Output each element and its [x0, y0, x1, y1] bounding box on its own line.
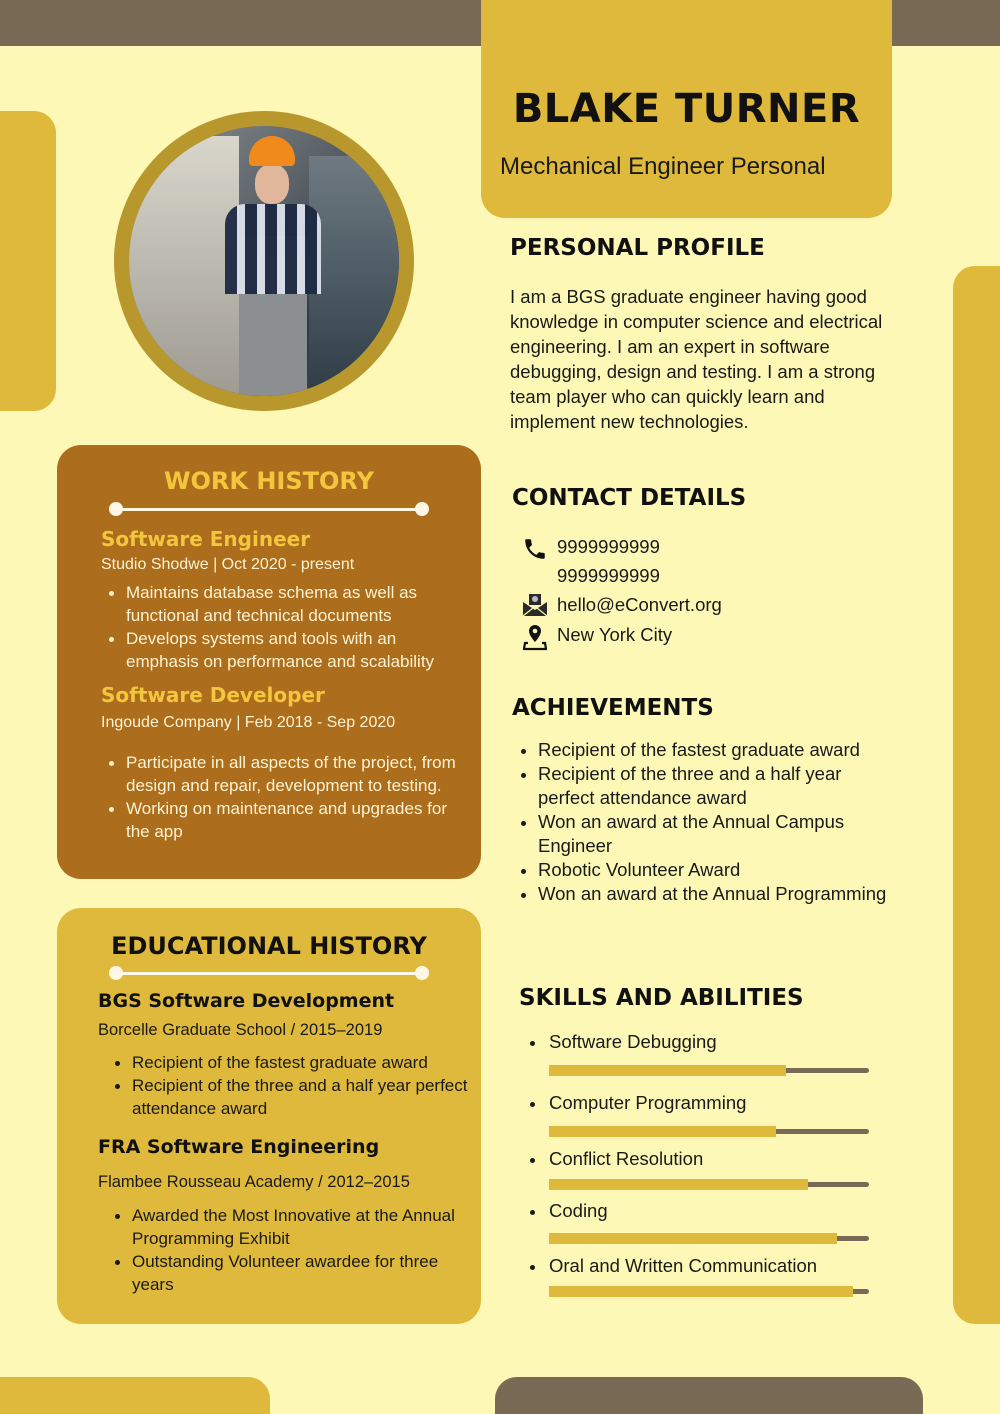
- education-bullets: [107, 1051, 477, 1120]
- phone-icon: [520, 536, 550, 562]
- education-title: BGS Software Development: [98, 990, 395, 1012]
- job-bullet: Working on maintenance and upgrades for the app: [101, 797, 471, 843]
- achievement-item: Robotic Volunteer Award: [513, 858, 893, 882]
- photo-plaid-shirt: [225, 204, 321, 294]
- skill-progress-fill: [549, 1065, 786, 1076]
- phone-icon-spacer: [520, 565, 550, 591]
- skill-item: [520, 1200, 880, 1222]
- job-meta: Studio Shodwe | Oct 2020 - present: [101, 556, 355, 573]
- location-text: New York City: [557, 624, 673, 645]
- contact-phone-primary: [520, 536, 660, 562]
- skill-item: [520, 1255, 880, 1277]
- profile-photo: [129, 126, 399, 396]
- job-title: Software Developer: [101, 683, 325, 707]
- profile-photo-frame: [114, 111, 414, 411]
- achievements-heading: ACHIEVEMENTS: [512, 695, 714, 721]
- job-title: Software Engineer: [101, 527, 311, 551]
- skill-progress-fill: [549, 1179, 808, 1190]
- contact-phone-secondary: [520, 565, 660, 591]
- email-address[interactable]: hello@eConvert.org: [557, 594, 722, 615]
- education-bullets: [107, 1204, 477, 1296]
- education-meta: Borcelle Graduate School / 2015–2019: [98, 1021, 383, 1039]
- map-pin-icon: [520, 624, 550, 650]
- achievements-list: [513, 738, 893, 906]
- job-bullet: Maintains database schema as well as functional and technical documents: [101, 581, 471, 627]
- education-bullet: Awarded the Most Innovative at the Annual Programming Exhibit: [107, 1204, 477, 1250]
- work-history-heading: WORK HISTORY: [164, 467, 374, 495]
- envelope-icon: [520, 592, 550, 618]
- job-bullets: [101, 751, 471, 843]
- section-divider: [116, 972, 422, 975]
- skill-progress-fill: [549, 1233, 837, 1244]
- contact-location: [520, 624, 673, 650]
- achievement-item: Recipient of the fastest graduate award: [513, 738, 893, 762]
- education-meta: Flambee Rousseau Academy / 2012–2015: [98, 1173, 410, 1191]
- skill-label: Software Debugging: [520, 1031, 880, 1053]
- skill-progress-track: [549, 1129, 869, 1134]
- education-bullet: Recipient of the fastest graduate award: [107, 1051, 477, 1074]
- skill-label: Coding: [520, 1200, 880, 1222]
- skill-progress-fill: [549, 1286, 853, 1297]
- job-meta: Ingoude Company | Feb 2018 - Sep 2020: [101, 714, 396, 731]
- personal-profile-heading: PERSONAL PROFILE: [510, 235, 765, 261]
- achievement-item: Won an award at the Annual Programming: [513, 882, 893, 906]
- job-bullets: [101, 581, 471, 673]
- achievement-item: Won an award at the Annual Campus Engineer: [513, 810, 893, 858]
- education-title: FRA Software Engineering: [98, 1136, 380, 1158]
- photo-machine-left: [129, 136, 239, 396]
- job-bullet: Develops systems and tools with an emphasis on performance and scalability: [101, 627, 471, 673]
- skill-item: [520, 1148, 880, 1170]
- achievement-item: Recipient of the three and a half year perfect attendance award: [513, 762, 893, 810]
- work-history-card: [57, 445, 481, 879]
- skill-progress-track: [549, 1289, 869, 1294]
- bottom-right-decorative-block: [495, 1377, 923, 1414]
- educational-history-card: [57, 908, 481, 1324]
- skill-label: Conflict Resolution: [520, 1148, 880, 1170]
- candidate-name: BLAKE TURNER: [512, 86, 861, 132]
- phone-number[interactable]: 9999999999: [557, 536, 660, 557]
- educational-history-heading: EDUCATIONAL HISTORY: [111, 932, 427, 960]
- contact-email: [520, 592, 722, 618]
- section-divider: [116, 508, 422, 511]
- phone-number[interactable]: 9999999999: [557, 565, 660, 586]
- right-decorative-bar: [953, 266, 1000, 1324]
- photo-face: [255, 164, 289, 204]
- left-decorative-tab: [0, 111, 56, 411]
- skills-heading: SKILLS AND ABILITIES: [519, 985, 804, 1011]
- skill-item: [520, 1092, 880, 1114]
- skill-label: Computer Programming: [520, 1092, 880, 1114]
- skill-progress-fill: [549, 1126, 776, 1137]
- contact-details-heading: CONTACT DETAILS: [512, 485, 747, 511]
- job-subtitle: Mechanical Engineer Personal: [500, 153, 826, 180]
- bottom-left-decorative-block: [0, 1377, 270, 1414]
- photo-hard-hat: [249, 136, 295, 166]
- photo-machine-right: [309, 156, 399, 396]
- skill-progress-track: [549, 1236, 869, 1241]
- skill-progress-track: [549, 1182, 869, 1187]
- personal-profile-text: I am a BGS graduate engineer having good knowledge in computer science and electrical engineering. I am an expert in software debugging, design and testing. I am a strong team player who can quickly learn and implement new technologies.: [510, 286, 883, 432]
- education-bullet: Outstanding Volunteer awardee for three years: [107, 1250, 477, 1296]
- skill-item: [520, 1031, 880, 1053]
- skill-progress-track: [549, 1068, 869, 1073]
- job-bullet: Participate in all aspects of the project, from design and repair, development to testing.: [101, 751, 471, 797]
- skill-label: Oral and Written Communication: [520, 1255, 880, 1277]
- education-bullet: Recipient of the three and a half year perfect attendance award: [107, 1074, 477, 1120]
